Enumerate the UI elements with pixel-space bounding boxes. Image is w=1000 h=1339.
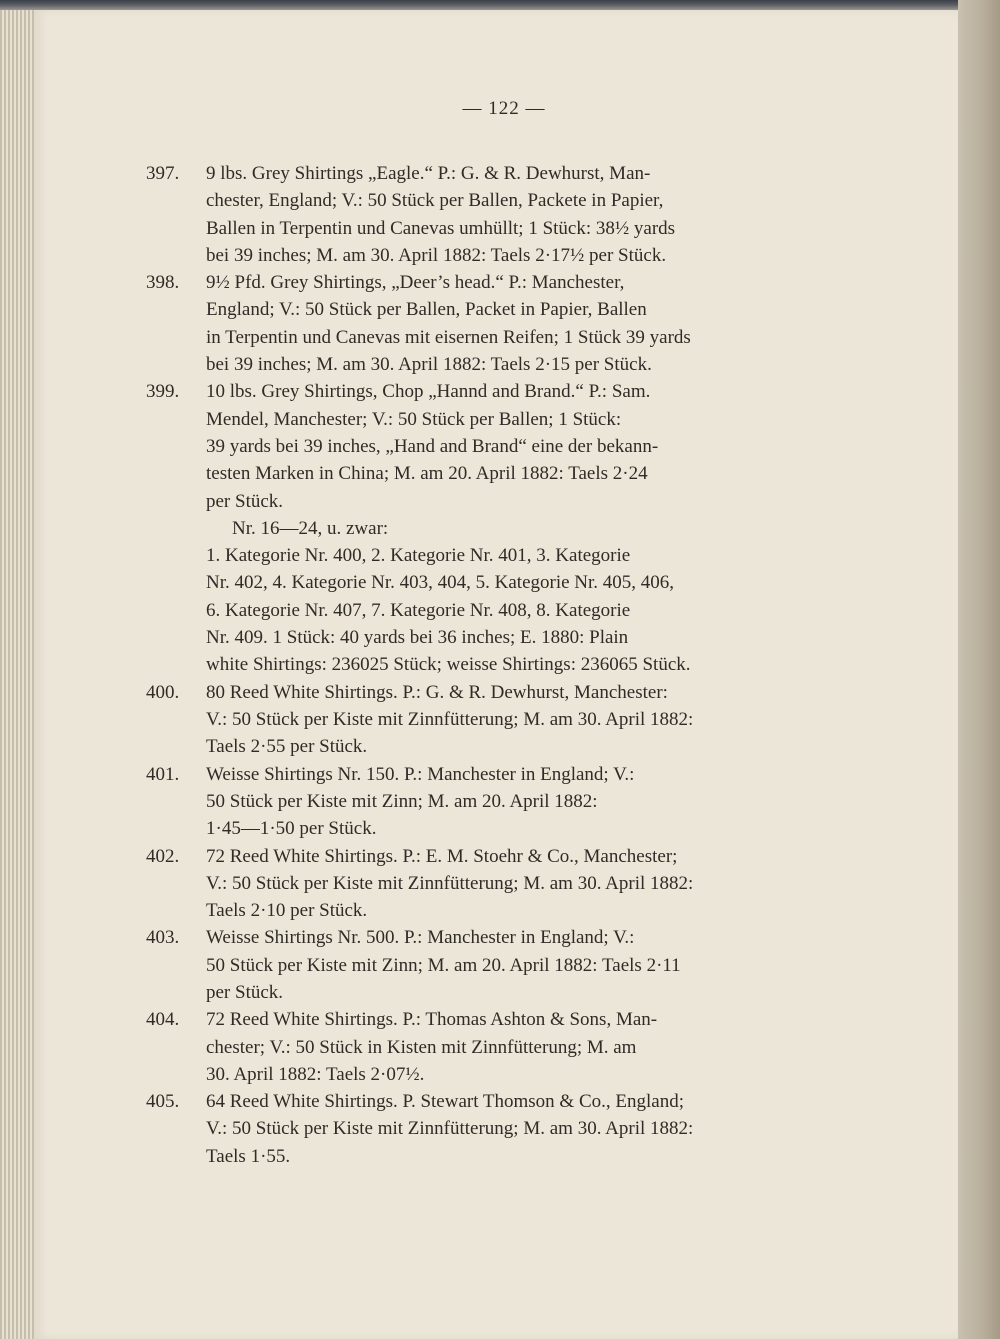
- text-line: 10 lbs. Grey Shirtings, Chop „Hannd and Brand.“ P.: Sam.: [206, 381, 651, 403]
- entry-number: 404.: [146, 1009, 180, 1031]
- text-line: bei 39 inches; M. am 30. April 1882: Taels 2·17½ per Stück.: [206, 244, 667, 266]
- text-line: 9 lbs. Grey Shirtings „Eagle.“ P.: G. & R. Dewhurst, Man-: [206, 163, 651, 184]
- entry-text: [206, 269, 822, 378]
- page-number: — 122 —: [462, 98, 546, 119]
- entry-text: [206, 378, 822, 514]
- entry-number: 397.: [146, 163, 180, 184]
- text-line: V.: 50 Stück per Kiste mit Zinnfütterung; M. am 30. April 1882:: [206, 708, 694, 730]
- text-line: 50 Stück per Kiste mit Zinn; M. am 20. April 1882:: [206, 790, 598, 812]
- text-line: 39 yards bei 39 inches, „Hand and Brand“ eine der bekann-: [206, 435, 659, 457]
- text-line: white Shirtings: 236025 Stück; weisse Shirtings: 236065 Stück.: [206, 654, 691, 676]
- text-line: testen Marken in China; M. am 20. April 1882: Taels 2·24: [206, 463, 648, 485]
- text-line: 1. Kategorie Nr. 400, 2. Kategorie Nr. 401, 3. Kategorie: [206, 545, 631, 567]
- text-line: bei 39 inches; M. am 30. April 1882: Taels 2·15 per Stück.: [206, 354, 652, 376]
- entry-text: [206, 761, 822, 843]
- text-line: per Stück.: [206, 490, 284, 512]
- entry-text: [206, 542, 822, 678]
- text-line: 72 Reed White Shirtings. P.: Thomas Ashton & Sons, Man-: [206, 1009, 658, 1031]
- entry-number: 401.: [146, 763, 180, 785]
- book-page: [34, 10, 958, 1339]
- text-line: Weisse Shirtings Nr. 150. P.: Manchester in England; V.:: [206, 763, 635, 785]
- book-top-edge: [0, 0, 1000, 10]
- text-line: Nr. 409. 1 Stück: 40 yards bei 36 inches; E. 1880: Plain: [206, 627, 629, 649]
- text-line: Taels 1·55.: [206, 1145, 291, 1167]
- text-line: 30. April 1882: Taels 2·07½.: [206, 1063, 425, 1085]
- entry-number: 399.: [146, 381, 180, 403]
- text-line: V.: 50 Stück per Kiste mit Zinnfütterung; M. am 30. April 1882:: [206, 1118, 694, 1140]
- entry-text: [206, 515, 822, 542]
- entry-number: 398.: [146, 272, 180, 294]
- text-line: 72 Reed White Shirtings. P.: E. M. Stoehr & Co., Manchester;: [206, 845, 678, 867]
- text-line: 6. Kategorie Nr. 407, 7. Kategorie Nr. 408, 8. Kategorie: [206, 599, 631, 621]
- text-line: chester, England; V.: 50 Stück per Ballen, Packete in Papier,: [206, 190, 664, 212]
- text-line: Mendel, Manchester; V.: 50 Stück per Ballen; 1 Stück:: [206, 408, 622, 430]
- text-line: 9½ Pfd. Grey Shirtings, „Deer’s head.“ P.: Manchester,: [206, 272, 625, 294]
- text-line: England; V.: 50 Stück per Ballen, Packet in Papier, Ballen: [206, 299, 647, 321]
- entry-text: [206, 1088, 822, 1170]
- text-line: in Terpentin und Canevas mit eisernen Reifen; 1 Stück 39 yards: [206, 326, 691, 348]
- book-page-edges: [0, 10, 34, 1339]
- entry-text: [206, 1006, 822, 1088]
- entry-number: 405.: [146, 1091, 180, 1113]
- text-line: Weisse Shirtings Nr. 500. P.: Manchester in England; V.:: [206, 927, 635, 949]
- text-line: Ballen in Terpentin und Canevas umhüllt; 1 Stück: 38½ yards: [206, 217, 676, 239]
- text-line: V.: 50 Stück per Kiste mit Zinnfütterung; M. am 30. April 1882:: [206, 872, 694, 894]
- text-line: 80 Reed White Shirtings. P.: G. & R. Dewhurst, Manchester:: [206, 681, 668, 703]
- entry-text: [206, 679, 822, 761]
- text-line: Nr. 402, 4. Kategorie Nr. 403, 404, 5. Kategorie Nr. 405, 406,: [206, 572, 675, 594]
- book-right-edge: [958, 0, 1000, 1339]
- text-line: 50 Stück per Kiste mit Zinn; M. am 20. April 1882: Taels 2·11: [206, 954, 681, 976]
- text-line: Taels 2·10 per Stück.: [206, 900, 368, 922]
- entry-number: 400.: [146, 681, 180, 703]
- text-line: 1·45—1·50 per Stück.: [206, 818, 377, 840]
- entry-number: 403.: [146, 927, 180, 949]
- entry-number: 402.: [146, 845, 180, 867]
- entry-text: [206, 924, 822, 1006]
- text-line: 64 Reed White Shirtings. P. Stewart Thomson & Co., England;: [206, 1091, 684, 1113]
- text-line: chester; V.: 50 Stück in Kisten mit Zinnfütterung; M. am: [206, 1036, 637, 1058]
- entry-text: [206, 843, 822, 925]
- text-line: Taels 2·55 per Stück.: [206, 736, 368, 758]
- entry-text: [206, 160, 822, 269]
- text-line: per Stück.: [206, 981, 284, 1003]
- text-line: Nr. 16—24, u. zwar:: [232, 517, 389, 539]
